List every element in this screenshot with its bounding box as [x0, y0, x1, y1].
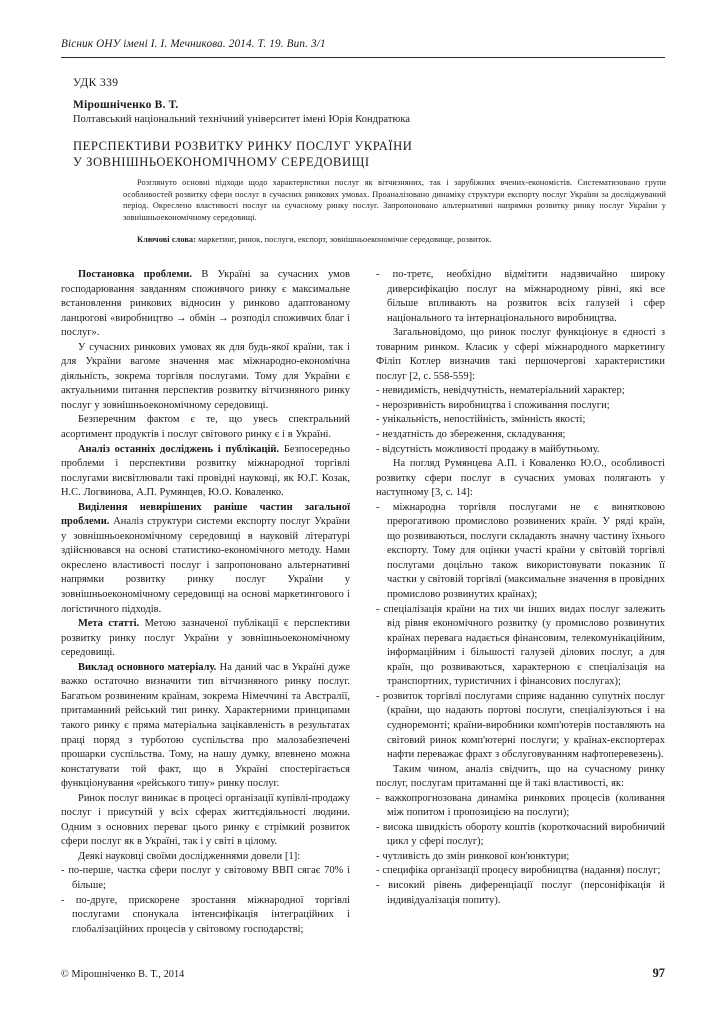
paragraph-text: нездатність до збереження, складування; — [382, 429, 566, 441]
author-name: Мірошніченко В. Т. — [73, 99, 179, 111]
paragraph-text: чутливість до змін ринкової кон'юнктури; — [382, 850, 570, 862]
paragraph-text: У сучасних ринкових умовах як для будь-якої країни, так і для України вагоме значення має міжнародно-економічна діяльність, зокрема торгівля послугами. Тому для України є актуальними питання перспектив розвитку вітчизняного ринку послуг у зовнішньоекономічному середовищі. — [61, 341, 350, 411]
keywords — [123, 234, 666, 246]
body-bullet-item — [376, 821, 665, 850]
body-paragraph — [376, 326, 665, 384]
paragraph-text: Загальновідомо, що ринок послуг функціонує в єдності з товарним ринком. Класик у сфері міжнародного маркетингу Філіп Котлер визначив такі першочергові характеристики послуг [2, с. 558-559]: — [376, 327, 665, 382]
section-heading: Виклад основного матеріалу. — [78, 661, 217, 673]
paragraph-text: Аналіз структури системи експорту послуг України у зовнішньоекономічному середовищі в науковій літературі здійснювався на основі статистико-економічного методу. Нами окреслено властивості послуг і запропоновано альтернативні напрямки розвитку ринку послуг України у зовнішньоекономічному середовищі на основі маркетингового і логістичного підходів. — [61, 516, 350, 615]
article-title-line-2: У ЗОВНІШНЬОЕКОНОМІЧНОМУ СЕРЕДОВИЩІ — [73, 155, 370, 169]
paragraph-text: Безперечним фактом є те, що увесь спектральний асортимент продуктів і послуг світового ринку є і в Україні. — [61, 414, 350, 441]
body-paragraph — [61, 413, 350, 442]
body-bullet-item — [376, 690, 665, 763]
section-heading: Аналіз останніх досліджень і публікацій. — [78, 443, 280, 455]
body-paragraph — [376, 763, 665, 792]
running-head: Вісник ОНУ імені І. І. Мечникова. 2014. Т. 19. Вип. 3/1 — [61, 38, 326, 50]
body-paragraph — [61, 341, 350, 414]
paragraph-text: відсутність можливості продажу в майбутньому. — [382, 443, 600, 455]
body-bullet-item — [376, 792, 665, 821]
body-bullet-item — [376, 399, 665, 414]
paragraph-text: по-перше, частка сфери послуг у світовому ВВП сягає 70% і більше; — [68, 865, 351, 891]
body-paragraph — [61, 617, 350, 661]
abstract-text: Розглянуто основні підходи щодо характеристики послуг як вітчизняних, так і зарубіжних вчених-економістів. Систематизовано групи особливостей розвитку сфери послуг в сучасних ринкових умовах. Проаналізовано динаміку структури експорту послуг України за досліджуваний період. Окреслено властивості послуг на сучасному ринку послуг. Запропоновано альтернативні напрямки розвитку ринку послуг України у зовнішньоекономічному середовищі. — [123, 178, 666, 222]
paragraph-text: спеціалізація країни на тих чи інших видах послуг залежить від рівня економічного розвитку (у промислово розвинутих країнах перевага надається фінансовим, телекомунікаційним, інформаційним і більшості галузей ділових послуг, а для країн, що розвиваються, характерною є спеціалізація на транспортних, туристичних і фінансових послугах); — [383, 603, 665, 688]
body-bullet-item — [376, 443, 665, 458]
page-number: 97 — [652, 966, 665, 980]
paragraph-text: по-друге, прискорене зростання міжнародної торгівлі послугами спонукала інтенсифікація інтеграційних і глобалізаційних процесів у світовому господарстві; — [72, 894, 350, 935]
body-paragraph — [61, 501, 350, 617]
body-bullet-item — [376, 384, 665, 399]
body-paragraph — [61, 661, 350, 792]
copyright-line: © Мірошніченко В. Т., 2014 — [61, 969, 185, 980]
body-paragraph — [61, 443, 350, 501]
paragraph-text: нерозривність виробництва і споживання послуги; — [382, 399, 610, 411]
article-title-line-1: ПЕРСПЕКТИВИ РОЗВИТКУ РИНКУ ПОСЛУГ УКРАЇНИ — [73, 139, 413, 153]
paragraph-text: Ринок послуг виникає в процесі організації купівлі-продажу послуг і присутній у всіх сферах життєдіяльності людини. Одним з основних переваг цього ринку є стрімкий розвиток сфери послуг як в Україні, так і у світі в цілому. — [61, 792, 350, 848]
body-column-right — [376, 268, 665, 908]
paragraph-text: Деякі науковці своїми дослідженнями довели [1]: — [78, 850, 301, 862]
paragraph-text: висока швидкість обороту коштів (короткочасний виробничий цикл у сфері послуг); — [382, 821, 665, 848]
paragraph-text: важкопрогнозована динаміка ринкових процесів (коливання між попитом і пропозицією на послуги); — [385, 792, 666, 819]
section-heading: Виділення невирішених раніше частин загальної проблеми. — [61, 501, 350, 528]
section-heading: Постановка проблеми. — [78, 269, 193, 280]
body-columns — [61, 268, 665, 948]
body-bullet-item — [376, 603, 665, 690]
body-paragraph — [61, 268, 350, 341]
body-bullet-item — [61, 894, 350, 938]
body-bullet-item — [376, 268, 665, 326]
udc-code: УДК 339 — [73, 77, 119, 89]
paragraph-text: Безпосередньо проблеми і перспективи розвитку міжнародної торгівлі послугами висвітлювали такі провідні науковці, як Ю.Г. Козак, Н.С. Логвинова, А.П. Румянцев, Ю.О. Коваленко. — [61, 443, 351, 499]
paragraph-text: міжнародна торгівля послугами не є винятковою прерогативою промислово розвинених країн. У ряді країн, що розвиваються, послуги складають значну частину їхнього експорту. Тому для оцінки участі країни у світовій торгівлі послугами доцільно також використовувати показник її частки у світовій торгівлі (максимальне значення в провідних промислово розвинутих країнах); — [387, 501, 665, 601]
abstract — [123, 177, 666, 223]
paragraph-text: На погляд Румянцева А.П. і Коваленко Ю.О., особливості розвитку сфери послуг в сучасних умовах полягають у наступному [3, с. 14]: — [376, 458, 665, 499]
paragraph-text: специфіка організації процесу виробництва (надання) послуг; — [382, 865, 661, 877]
body-paragraph — [61, 850, 350, 865]
paragraph-text: по-третє, необхідно відмітити надзвичайно широку диверсифікацію послуг на міжнародному рівні, які все більше впливають на розвиток всіх галузей і сфер національного та інтернаціонального виробництва. — [387, 269, 665, 324]
body-bullet-item — [376, 879, 665, 908]
paragraph-text: На даний час в Україні дуже важко остаточно визначити тип вітчизняного ринку послуг. Багатьом розвиненим країнам, зокрема Німеччині та Австралії, притаманний рейський тип ринку. Характерними принципами такого ринку є пряма матеріальна зацікавленість в результатах праці поряд з турботою суспільства про малозабезпечені прошарки суспільства. Тому, на нашу думку, впевнено можна констатувати той факт, що в Україні спостерігається функціонування «рейського типу» ринку послуг. — [61, 661, 351, 790]
paragraph-text: унікальність, непостійність, змінність якості; — [382, 414, 586, 426]
body-paragraph — [61, 792, 350, 850]
keywords-list: маркетинг, ринок, послуги, експорт, зовнішньоекономічне середовище, розвиток. — [195, 235, 492, 244]
body-bullet-item — [376, 501, 665, 603]
keywords-label: Ключові слова: — [137, 235, 196, 244]
author-affiliation: Полтавський національний технічний університет імені Юрія Кондратюка — [73, 114, 411, 125]
body-bullet-item — [61, 864, 350, 893]
paragraph-text: високий рівень диференціації послуг (персоніфікація й індивідуалізація попиту). — [387, 879, 665, 906]
body-bullet-item — [376, 864, 665, 879]
paragraph-text: В Україні за сучасних умов господарювання завданням споживчого ринку є максимальне встановлення ринкових відносин у ринково адаптованому ланцюгові «виробництво → обмін → розподіл споживчих благ і послуг». — [61, 269, 350, 339]
header-divider — [61, 57, 665, 58]
body-bullet-item — [376, 428, 665, 443]
paragraph-text: Таким чином, аналіз свідчить, що на сучасному ринку послуг, послугам притаманні ще й такі властивості, як: — [376, 763, 665, 790]
body-bullet-item — [376, 850, 665, 865]
paragraph-text: невидимість, невідчутність, нематеріальний характер; — [382, 385, 625, 397]
section-heading: Мета статті. — [78, 618, 140, 630]
paragraph-text: Метою зазначеної публікації є перспективи розвитку ринку послуг України у зовнішньоекономічному середовищі. — [61, 618, 350, 659]
article-title — [73, 138, 633, 170]
body-paragraph — [376, 457, 665, 501]
paragraph-text: розвиток торгівлі послугами сприяє наданню супутніх послуг (країни, що надають портові послуги, спеціалізуються і на судноремонті; країни-виробники комп'ютерів поставляють на світовий ринок комп'ютерні послуги; у країнах-експортерах нафти переважає фрахт з обслуговуванням нафтоперевезень). — [382, 690, 665, 761]
body-column-left — [61, 268, 350, 937]
body-bullet-item — [376, 413, 665, 428]
